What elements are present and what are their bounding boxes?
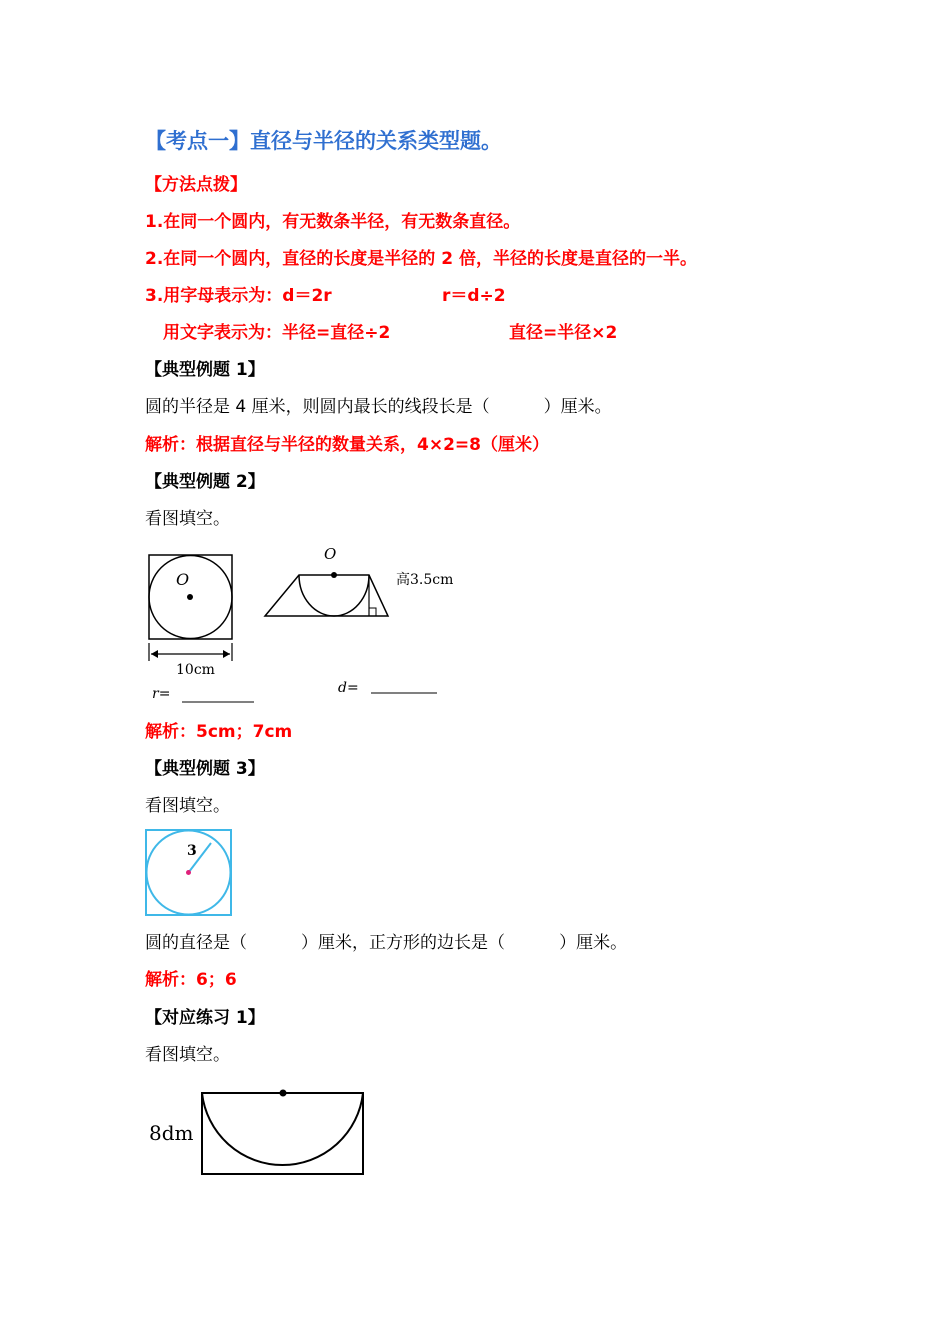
example1-answer: 解析：根据直径与半径的数量关系，4×2=8（厘米） — [145, 435, 549, 455]
center-dot — [187, 594, 193, 600]
height-label: 8dm — [149, 1121, 194, 1145]
example3-question: 圆的直径是（ ）厘米，正方形的边长是（ ）厘米。 — [145, 933, 628, 953]
arrow-left-icon — [151, 650, 158, 658]
semicircle-center-label: O — [324, 545, 337, 563]
example2-answer: 解析：5cm；7cm — [145, 722, 293, 742]
practice1-prompt: 看图填空。 — [145, 1045, 230, 1065]
height-label: 高3.5cm — [396, 572, 454, 588]
example1-question: 圆的半径是 4 厘米，则圆内最长的线段长是（ ）厘米。 — [145, 397, 612, 417]
d-answer-label: d= — [338, 680, 359, 696]
radius-label: 3 — [187, 843, 197, 859]
width-label: 10cm — [176, 662, 215, 678]
semicircle-center-dot — [331, 572, 337, 578]
method-header: 【方法点拨】 — [145, 175, 247, 195]
formula-letter-right: r＝d÷2 — [442, 286, 506, 306]
example3-prompt: 看图填空。 — [145, 796, 230, 816]
formula-letter: 3.用字母表示为：d＝2r — [145, 286, 332, 306]
example3-header: 【典型例题 3】 — [145, 759, 265, 779]
formula-word: 用文字表示为：半径=直径÷2 — [163, 323, 391, 343]
example3-answer: 解析：6；6 — [145, 970, 237, 990]
example2-figures — [140, 543, 470, 713]
semicircle — [202, 1093, 363, 1165]
r-answer-label: r= — [152, 686, 171, 702]
example3-figure — [143, 827, 235, 919]
semicircle — [299, 575, 369, 616]
example1-header: 【典型例题 1】 — [145, 360, 265, 380]
formula-word-right: 直径=半径×2 — [509, 323, 618, 343]
arrow-right-icon — [223, 650, 230, 658]
center-label: O — [176, 570, 190, 589]
center-dot — [280, 1090, 287, 1097]
section-title: 【考点一】直径与半径的关系类型题。 — [145, 129, 502, 153]
practice1-figure — [140, 1084, 370, 1184]
method-item-2: 2.在同一个圆内，直径的长度是半径的 2 倍，半径的长度是直径的一半。 — [145, 249, 697, 269]
center-dot — [186, 870, 191, 875]
example2-header: 【典型例题 2】 — [145, 472, 265, 492]
method-item-1: 1.在同一个圆内，有无数条半径，有无数条直径。 — [145, 212, 521, 232]
example2-prompt: 看图填空。 — [145, 509, 230, 529]
practice1-header: 【对应练习 1】 — [145, 1008, 265, 1028]
right-angle-mark — [369, 608, 376, 616]
rectangle-outline — [202, 1093, 363, 1174]
